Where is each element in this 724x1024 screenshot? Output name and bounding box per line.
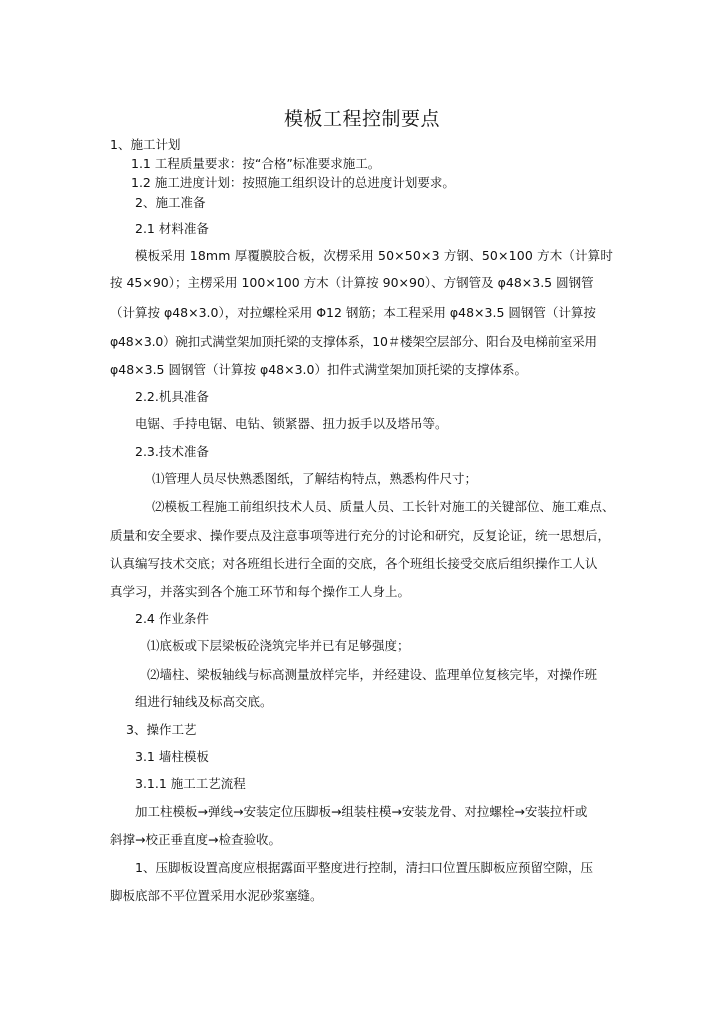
- subsection-item: 1.1 工程质量要求：按“合格”标准要求施工。: [131, 156, 381, 171]
- subsection-heading: 2.1 材料准备: [135, 221, 209, 236]
- paragraph-line: 组进行轴线及标高交底。: [135, 694, 273, 709]
- list-item: ⑵模板工程施工前组织技术人员、质量人员、工长针对施工的关键部位、施工难点、: [152, 499, 615, 514]
- paragraph-line: 1、压脚板设置高度应根据露面平整度进行控制，清扫口位置压脚板应预留空隙，压: [135, 860, 593, 875]
- paragraph-line: 电锯、手持电锯、电钻、锁紧器、扭力扳手以及塔吊等。: [135, 416, 448, 431]
- subsection-heading: 2.4 作业条件: [135, 611, 209, 626]
- section-heading: 3、操作工艺: [126, 722, 197, 737]
- paragraph-line: （计算按 φ48×3.0），对拉螺栓采用 Φ12 钢筋；本工程采用 φ48×3.5 圆钢管（计算按: [110, 305, 596, 320]
- paragraph-line: 按 45×90）；主楞采用 100×100 方木（计算按 90×90）、方钢管及 φ48×3.5 圆钢管: [110, 275, 594, 290]
- paragraph-line: 真学习，并落实到各个施工环节和每个操作工人身上。: [110, 584, 411, 599]
- subsection-heading: 2.3.技术准备: [135, 444, 209, 459]
- section-heading: 1、施工计划: [110, 137, 181, 152]
- section-heading: 2、施工准备: [135, 195, 206, 210]
- list-item: ⑴管理人员尽快熟悉图纸，了解结构特点，熟悉构件尺寸；: [152, 471, 478, 486]
- subsection-heading: 2.2.机具准备: [135, 389, 209, 404]
- list-item: ⑵墙柱、梁板轴线与标高测量放样完毕，并经建设、监理单位复核完毕，对操作班: [147, 667, 598, 682]
- paragraph-line: 斜撑→校正垂直度→检查验收。: [110, 832, 281, 847]
- paragraph-line: 加工柱模板→弹线→安装定位压脚板→组装柱模→安装龙骨、对拉螺栓→安装拉杆或: [135, 804, 588, 819]
- paragraph-line: 认真编写技术交底；对各班组长进行全面的交底，各个班组长接受交底后组织操作工人认: [110, 556, 598, 571]
- subsection-item: 1.2 施工进度计划：按照施工组织设计的总进度计划要求。: [131, 175, 455, 190]
- paragraph-line: φ48×3.5 圆钢管（计算按 φ48×3.0）扣件式满堂架加顶托梁的支撑体系。: [110, 362, 527, 377]
- paragraph-line: 脚板底部不平位置采用水泥砂浆塞缝。: [110, 888, 323, 903]
- paragraph-line: 质量和安全要求、操作要点及注意事项等进行充分的讨论和研究，反复论证，统一思想后，: [110, 528, 611, 543]
- subsection-heading: 3.1 墙柱模板: [135, 749, 209, 764]
- subsection-heading: 3.1.1 施工工艺流程: [135, 776, 246, 791]
- document-title: 模板工程控制要点: [283, 108, 440, 130]
- paragraph-line: φ48×3.0）碗扣式满堂架加顶托梁的支撑体系，10＃楼架空层部分、阳台及电梯前室采用: [110, 334, 597, 349]
- paragraph-line: 模板采用 18mm 厚覆膜胶合板，次楞采用 50×50×3 方钢、50×100 方木（计算时: [135, 248, 613, 263]
- list-item: ⑴底板或下层梁板砼浇筑完毕并已有足够强度；: [147, 638, 410, 653]
